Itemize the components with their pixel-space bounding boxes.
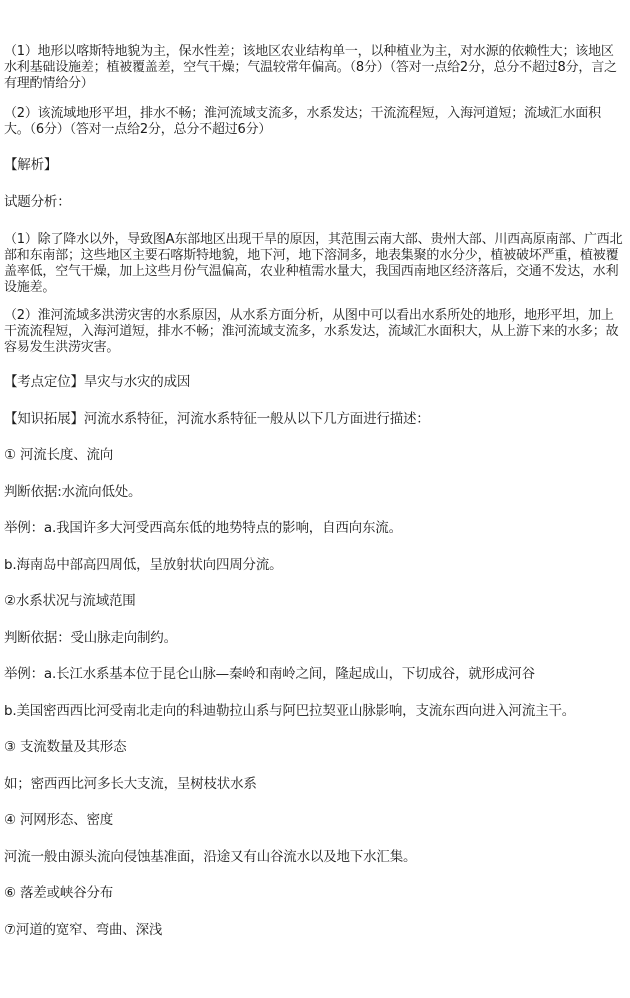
item-example-2b: b.美国密西西比河受南北走向的科迪勒拉山系与阿巴拉契亚山脉影响，支流东西向进入河流主干。 <box>4 703 576 719</box>
answer-part-1: （1）地形以喀斯特地貌为主，保水性差；该地区农业结构单一，以种植业为主，对水源的依赖性大；该地区水利基础设施差；植被覆盖差，空气干燥；气温较常年偏高。（8分）（答对一点给2分，总分不超过8分，言之有理酌情给分） <box>4 44 617 91</box>
item-river-network: ④ 河网形态、密度 <box>4 812 114 828</box>
analysis-intro: 试题分析： <box>4 194 71 210</box>
analysis-part-1: （1）除了降水以外，导致图A东部地区出现干旱的原因，其范围云南大部、贵州大部、川西高原南部、广西北部和东南部；这些地区主要石喀斯特地貌，地下河，地下溶洞多，地表集聚的水分少，植被破坏严重，植被覆盖率低，空气干燥，加上这些月份气温偏高，农业种植需水量大，我国西南地区经济落后，交通不发达，水利设施差。 <box>4 232 623 295</box>
zhishi-text: 河流水系特征，河流水系特征一般从以下几方面进行描述： <box>83 411 430 427</box>
zhishi-line <box>4 410 626 428</box>
item-drop-gorge: ⑥ 落差或峡谷分布 <box>4 885 114 901</box>
item-basis-1: 判断依据:水流向低处。 <box>4 484 142 500</box>
item-example-3: 如；密西西比河多长大支流，呈树枝状水系 <box>4 776 257 792</box>
item-example-1a: 举例：a.我国许多大河受西高东低的地势特点的影响，自西向东流。 <box>4 520 402 536</box>
kaodian-text: 旱灾与水灾的成因 <box>83 374 191 390</box>
item-basis-2: 判断依据：受山脉走向制约。 <box>4 630 177 646</box>
zhishi-tag: 【知识拓展】 <box>4 411 84 427</box>
item-example-2a: 举例：a.长江水系基本位于昆仑山脉—秦岭和南岭之间，隆起成山，下切成谷，就形成河谷 <box>4 666 535 682</box>
item-example-1b: b.海南岛中部高四周低，呈放射状向四周分流。 <box>4 557 283 573</box>
item-river-length: ① 河流长度、流向 <box>4 447 114 463</box>
item-water-system: ②水系状况与流域范围 <box>4 593 136 609</box>
item-channel: ⑦河道的宽窄、弯曲、深浅 <box>4 922 163 938</box>
analysis-part-2: （2）淮河流域多洪涝灾害的水系原因，从水系方面分析，从图中可以看出水系所处的地形，地形平坦，加上干流流程短，入海河道短，排水不畅；淮河流域支流多，水系发达，流域汇水面积大，从上游下来的水多；故容易发生洪涝灾害。 <box>4 308 619 355</box>
answer-part-2: （2）该流域地形平坦，排水不畅；淮河流域支流多，水系发达；干流流程短，入海河道短；流域汇水面积大。（6分）（答对一点给2分，总分不超过6分） <box>4 106 601 137</box>
kaodian-tag: 【考点定位】 <box>4 374 84 390</box>
analysis-heading: 【解析】 <box>4 157 58 173</box>
item-note-4: 河流一般由源头流向侵蚀基准面，沿途又有山谷流水以及地下水汇集。 <box>4 849 417 865</box>
item-tributaries: ③ 支流数量及其形态 <box>4 739 127 755</box>
kaodian-line <box>4 373 626 391</box>
